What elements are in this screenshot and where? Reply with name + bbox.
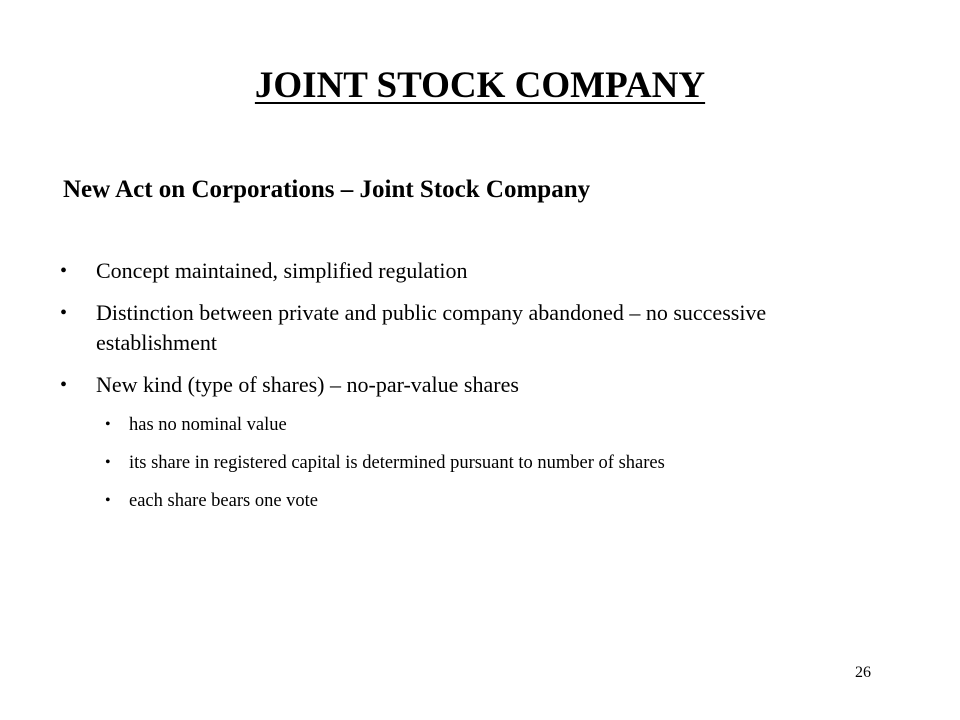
- bullet-dot-icon: •: [105, 492, 111, 509]
- bullet-item: [60, 256, 880, 286]
- bullet-dot-icon: •: [105, 416, 111, 433]
- sub-bullet-text: has no nominal value: [129, 415, 287, 435]
- sub-bullet-item: [105, 450, 880, 476]
- bullet-dot-icon: •: [60, 260, 68, 282]
- bullet-item: [60, 370, 880, 400]
- bullet-item: [60, 298, 880, 358]
- bullet-dot-icon: •: [60, 374, 68, 396]
- slide-subtitle: New Act on Corporations – Joint Stock Company: [63, 176, 591, 203]
- bullet-text: Concept maintained, simplified regulation: [96, 258, 468, 283]
- page-number: 26: [855, 664, 871, 681]
- bullet-text: Distinction between private and public company abandoned – no successive establishment: [96, 300, 767, 355]
- slide-title: JOINT STOCK COMPANY: [254, 65, 706, 106]
- bullet-dot-icon: •: [105, 454, 111, 471]
- sub-bullet-text: its share in registered capital is determined pursuant to number of shares: [129, 453, 665, 473]
- sub-bullet-item: [105, 412, 880, 438]
- sub-bullet-item: [105, 488, 880, 514]
- bullet-list: [60, 256, 880, 526]
- sub-bullet-text: each share bears one vote: [129, 491, 319, 511]
- bullet-text: New kind (type of shares) – no-par-value shares: [96, 372, 519, 397]
- bullet-dot-icon: •: [60, 302, 68, 324]
